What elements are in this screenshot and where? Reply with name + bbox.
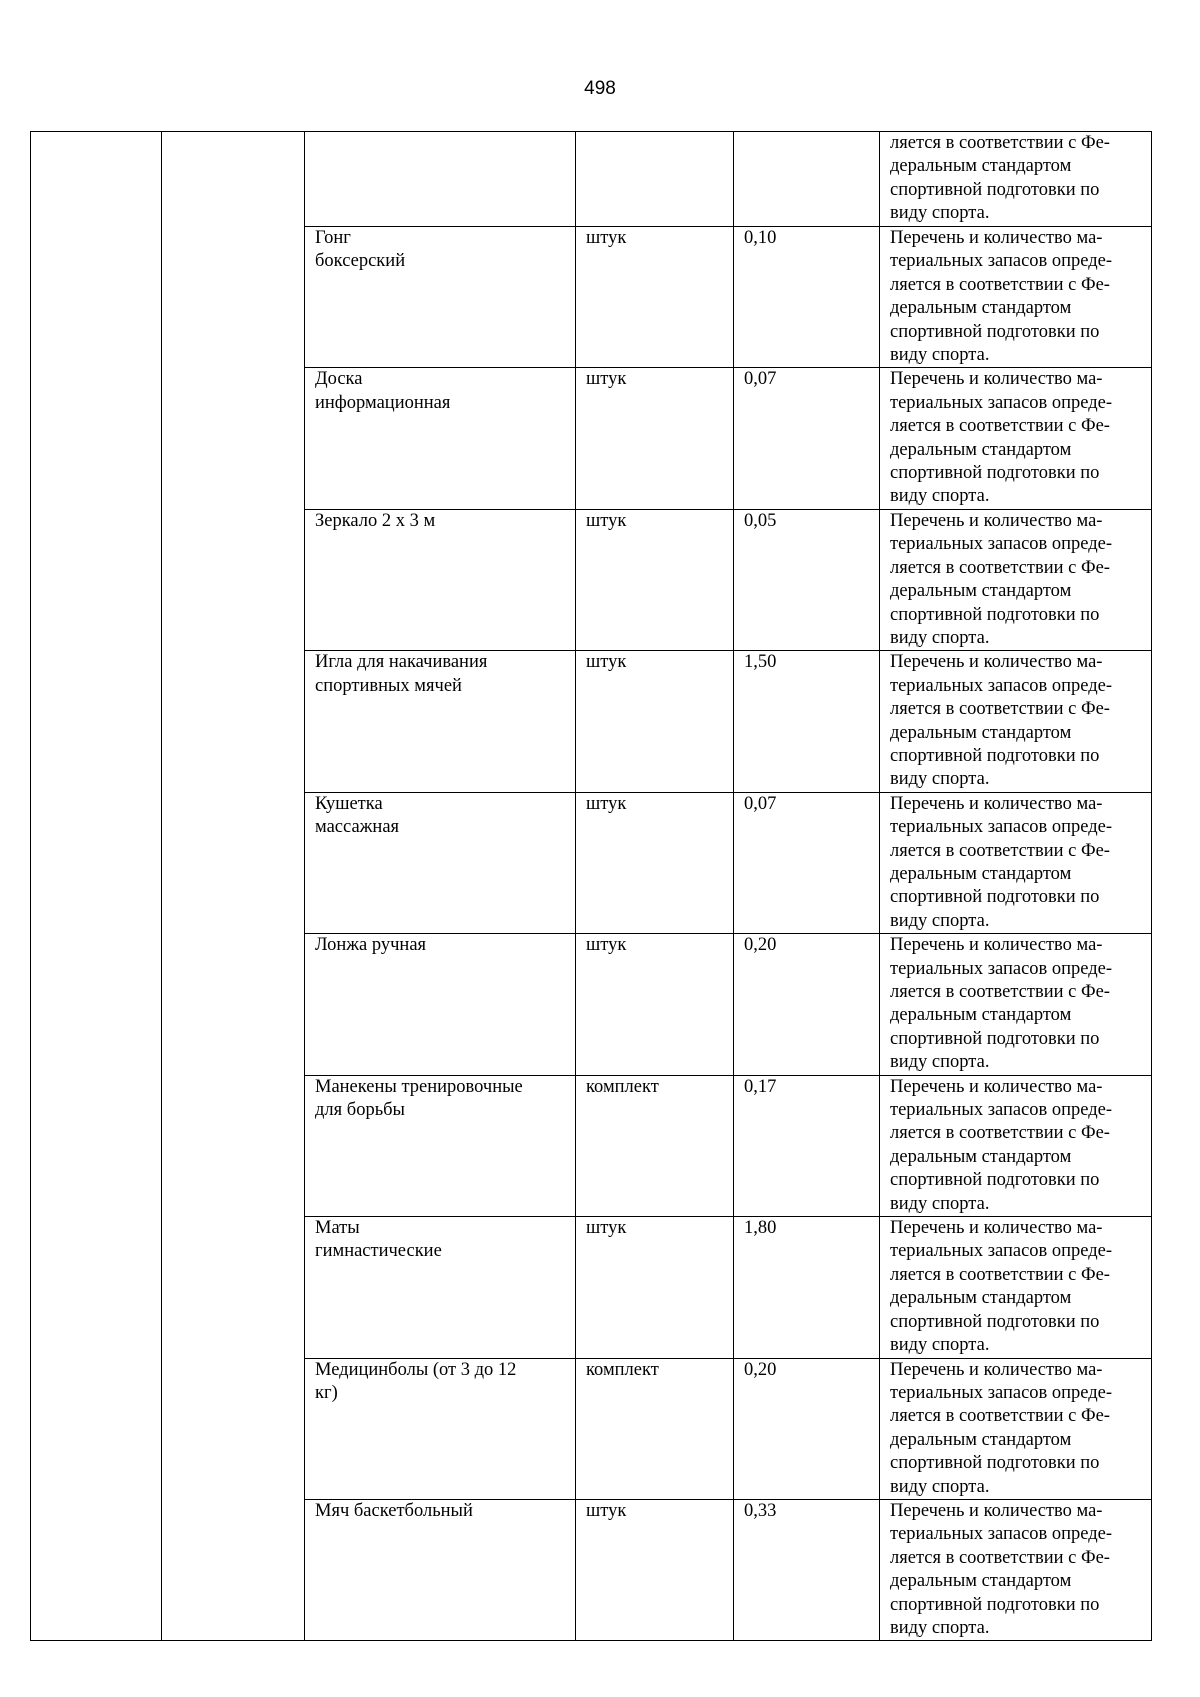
page-number: 498	[584, 78, 616, 99]
note-cell: Перечень и количество ма- териальных запасов опреде- ляется в соответствии с Фе- деральным стандартом спортивной подготовки по виду спорта.	[880, 227, 1152, 368]
note-cell: Перечень и количество ма- териальных запасов опреде- ляется в соответствии с Фе- деральным стандартом спортивной подготовки по виду спорта.	[880, 1217, 1152, 1358]
note-cell: Перечень и количество ма- териальных запасов опреде- ляется в соответствии с Фе- деральным стандартом спортивной подготовки по виду спорта.	[880, 792, 1152, 933]
quantity-cell	[734, 132, 880, 227]
item-name-cell: Манекены тренировочные для борьбы	[305, 1075, 576, 1216]
item-name-cell: Маты гимнастические	[305, 1217, 576, 1358]
quantity-cell: 0,07	[734, 792, 880, 933]
quantity-cell: 0,10	[734, 227, 880, 368]
item-name-cell: Зеркало 2 х 3 м	[305, 509, 576, 650]
table-row	[31, 132, 1152, 227]
unit-cell: комплект	[576, 1358, 734, 1499]
note-cell: Перечень и количество ма- териальных запасов опреде- ляется в соответствии с Фе- деральным стандартом спортивной подготовки по виду спорта.	[880, 368, 1152, 509]
unit-cell: штук	[576, 509, 734, 650]
unit-cell: комплект	[576, 1075, 734, 1216]
unit-cell: штук	[576, 227, 734, 368]
note-cell: Перечень и количество ма- териальных запасов опреде- ляется в соответствии с Фе- деральным стандартом спортивной подготовки по виду спорта.	[880, 1075, 1152, 1216]
note-cell: Перечень и количество ма- териальных запасов опреде- ляется в соответствии с Фе- деральным стандартом спортивной подготовки по виду спорта.	[880, 509, 1152, 650]
item-name-cell: Кушетка массажная	[305, 792, 576, 933]
item-name-cell: Доска информационная	[305, 368, 576, 509]
merged-cell-col2	[162, 132, 305, 1641]
note-cell: Перечень и количество ма- териальных запасов опреде- ляется в соответствии с Фе- деральным стандартом спортивной подготовки по виду спорта.	[880, 651, 1152, 792]
item-name-cell: Медицинболы (от 3 до 12 кг)	[305, 1358, 576, 1499]
quantity-cell: 1,50	[734, 651, 880, 792]
unit-cell: штук	[576, 651, 734, 792]
quantity-cell: 0,20	[734, 1358, 880, 1499]
item-name-cell: Мяч баскетбольный	[305, 1499, 576, 1640]
unit-cell: штук	[576, 792, 734, 933]
unit-cell: штук	[576, 1499, 734, 1640]
merged-cell-col1	[31, 132, 162, 1641]
quantity-cell: 0,33	[734, 1499, 880, 1640]
quantity-cell: 1,80	[734, 1217, 880, 1358]
quantity-cell: 0,17	[734, 1075, 880, 1216]
item-name-cell: Гонг боксерский	[305, 227, 576, 368]
unit-cell: штук	[576, 368, 734, 509]
note-cell: Перечень и количество ма- териальных запасов опреде- ляется в соответствии с Фе- деральным стандартом спортивной подготовки по виду спорта.	[880, 934, 1152, 1075]
materials-table	[30, 131, 1152, 1641]
item-name-cell: Игла для накачивания спортивных мячей	[305, 651, 576, 792]
unit-cell: штук	[576, 934, 734, 1075]
note-cell: ляется в соответствии с Фе- деральным стандартом спортивной подготовки по виду спорта.	[880, 132, 1152, 227]
quantity-cell: 0,20	[734, 934, 880, 1075]
note-cell: Перечень и количество ма- териальных запасов опреде- ляется в соответствии с Фе- деральным стандартом спортивной подготовки по виду спорта.	[880, 1358, 1152, 1499]
quantity-cell: 0,07	[734, 368, 880, 509]
note-cell: Перечень и количество ма- териальных запасов опреде- ляется в соответствии с Фе- деральным стандартом спортивной подготовки по виду спорта.	[880, 1499, 1152, 1640]
item-name-cell	[305, 132, 576, 227]
quantity-cell: 0,05	[734, 509, 880, 650]
unit-cell: штук	[576, 1217, 734, 1358]
unit-cell	[576, 132, 734, 227]
item-name-cell: Лонжа ручная	[305, 934, 576, 1075]
